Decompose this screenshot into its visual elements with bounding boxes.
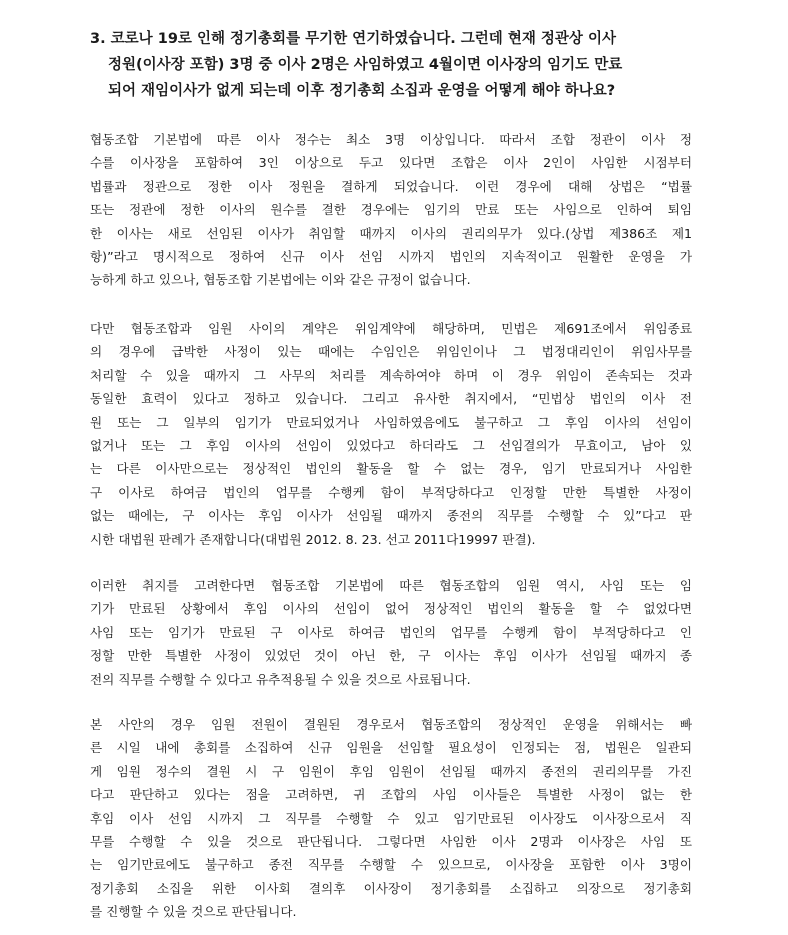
paragraph-line: 게 임원 정수의 결원 시 구 임원이 후임 임원이 선임될 때까지 종전의 권리의무를 가진 [90, 763, 692, 779]
paragraph-line: 항)”라고 명시적으로 정하여 신규 이사 선임 시까지 법인의 지속적이고 원활한 운영을 가 [90, 249, 692, 265]
paragraph-line: 협동조합 기본법에 따른 이사 정수는 최소 3명 이상입니다. 따라서 조합 정관이 이사 정 [90, 132, 692, 147]
paragraph-line: 전의 직무를 수행할 수 있다고 유추적용될 수 있을 것으로 사료됩니다. [90, 671, 471, 687]
paragraph-line: 동일한 효력이 있다고 정하고 있습니다. 그리고 유사한 취지에서, “민법상 법인의 이사 전 [90, 391, 692, 407]
paragraph-line: 의 경우에 급박한 사정이 있는 때에는 수임인은 위임인이나 그 법정대리인이 위임사무를 [90, 344, 692, 360]
paragraph-line: 시한 대법원 판례가 존재합니다(대법원 2012. 8. 23. 선고 2011다19997 판결). [90, 531, 536, 547]
paragraph-line: 이러한 취지를 고려한다면 협동조합 기본법에 따른 협동조합의 임원 역시, 사임 또는 임 [90, 578, 692, 593]
paragraph-line: 수를 이사장을 포함하여 3인 이상으로 두고 있다면 조합은 이사 2인이 사임한 시점부터 [90, 155, 692, 171]
paragraph-line: 한 이사는 새로 선임된 이사가 취임할 때까지 이사의 권리의무가 있다.(상법 제386조 제1 [90, 225, 692, 241]
answer-paragraph-2 [90, 317, 692, 551]
paragraph-line: 다만 협동조합과 임원 사이의 계약은 위임계약에 해당하며, 민법은 제691조에서 위임종료 [90, 321, 692, 336]
answer-paragraph-4 [90, 713, 692, 924]
paragraph-line: 없는 때에는, 구 이사는 후임 이사가 선임될 때까지 종전의 직무를 수행할 수 있”다고 판 [90, 508, 692, 524]
question-line-2: 정원(이사장 포함) 3명 중 이사 2명은 사임하였고 4월이면 이사장의 임기도 만료 [108, 57, 623, 73]
paragraph-line: 무를 수행할 수 있을 것으로 판단됩니다. 그렇다면 사임한 이사 2명과 이사장은 사임 또 [90, 834, 692, 850]
paragraph-line: 를 진행할 수 있을 것으로 판단됩니다. [90, 904, 297, 920]
question-line-3: 되어 재임이사가 없게 되는데 이후 정기총회 소집과 운영을 어떻게 해야 하나요? [108, 83, 616, 99]
paragraph-line: 없거나 또는 그 후임 이사의 선임이 있었다고 하더라도 그 선임결의가 무효이고, 남아 있 [90, 438, 692, 454]
question-number: 3. [90, 31, 106, 47]
paragraph-line: 본 사안의 경우 임원 전원이 결원된 경우로서 협동조합의 정상적인 운영을 위해서는 빠 [90, 717, 692, 732]
paragraph-line: 는 다른 이사만으로는 정상적인 법인의 활동을 할 수 없는 경우, 임기 만료되거나 사임한 [90, 461, 692, 477]
paragraph-line: 정기총회 소집을 위한 이사회 결의후 이사장이 정기총회를 소집하고 의장으로 정기총회 [90, 880, 692, 896]
paragraph-line: 정할 만한 특별한 사정이 있었던 것이 아닌 한, 구 이사는 후임 이사가 선임될 때까지 종 [90, 648, 692, 664]
paragraph-line: 원 또는 그 일부의 임기가 만료되었거나 사임하였음에도 불구하고 그 후임 이사의 선임이 [90, 414, 692, 430]
paragraph-line: 처리할 수 있을 때까지 그 사무의 처리를 계속하여야 하며 이 경우 위임이 존속되는 것과 [90, 367, 692, 383]
paragraph-line: 또는 정관에 정한 이사의 원수를 결한 경우에는 임기의 만료 또는 사임으로 인하여 퇴임 [90, 202, 692, 218]
paragraph-line: 기가 만료된 상황에서 후임 이사의 선임이 없어 정상적인 법인의 활동을 할 수 없었다면 [90, 601, 692, 617]
paragraph-line: 사임 또는 임기가 만료된 구 이사로 하여금 법인의 업무를 수행케 함이 부적당하다고 인 [90, 624, 692, 640]
answer-paragraph-1 [90, 128, 692, 292]
answer-paragraph-3 [90, 574, 692, 691]
paragraph-line: 법률과 정관으로 정한 이사 정원을 결하게 되었습니다. 이런 경우에 대해 상법은 “법률 [90, 178, 692, 194]
paragraph-line: 다고 판단하고 있다는 점을 고려하면, 귀 조합의 사임 이사들은 특별한 사정이 없는 한 [90, 787, 692, 803]
question-line-1: 3. 코로나 19로 인해 정기총회를 무기한 연기하였습니다. 그런데 현재 정관상 이사 [90, 31, 617, 47]
paragraph-line: 후임 이사 선임 시까지 그 직무를 수행할 수 있고 임기만료된 이사장도 이사장으로서 직 [90, 810, 692, 826]
paragraph-line: 른 시일 내에 총회를 소집하여 신규 임원을 선임할 필요성이 인정되는 점, 법원은 일관되 [90, 740, 692, 756]
paragraph-line: 구 이사로 하여금 법인의 업무를 수행케 함이 부적당하다고 인정할 만한 특별한 사정이 [90, 484, 692, 500]
paragraph-line: 는 임기만료에도 불구하고 종전 직무를 수행할 수 있으므로, 이사장을 포함한 이사 3명이 [90, 857, 692, 873]
question-heading [90, 26, 692, 104]
paragraph-line: 능하게 하고 있으나, 협동조합 기본법에는 이와 같은 규정이 없습니다. [90, 272, 471, 288]
